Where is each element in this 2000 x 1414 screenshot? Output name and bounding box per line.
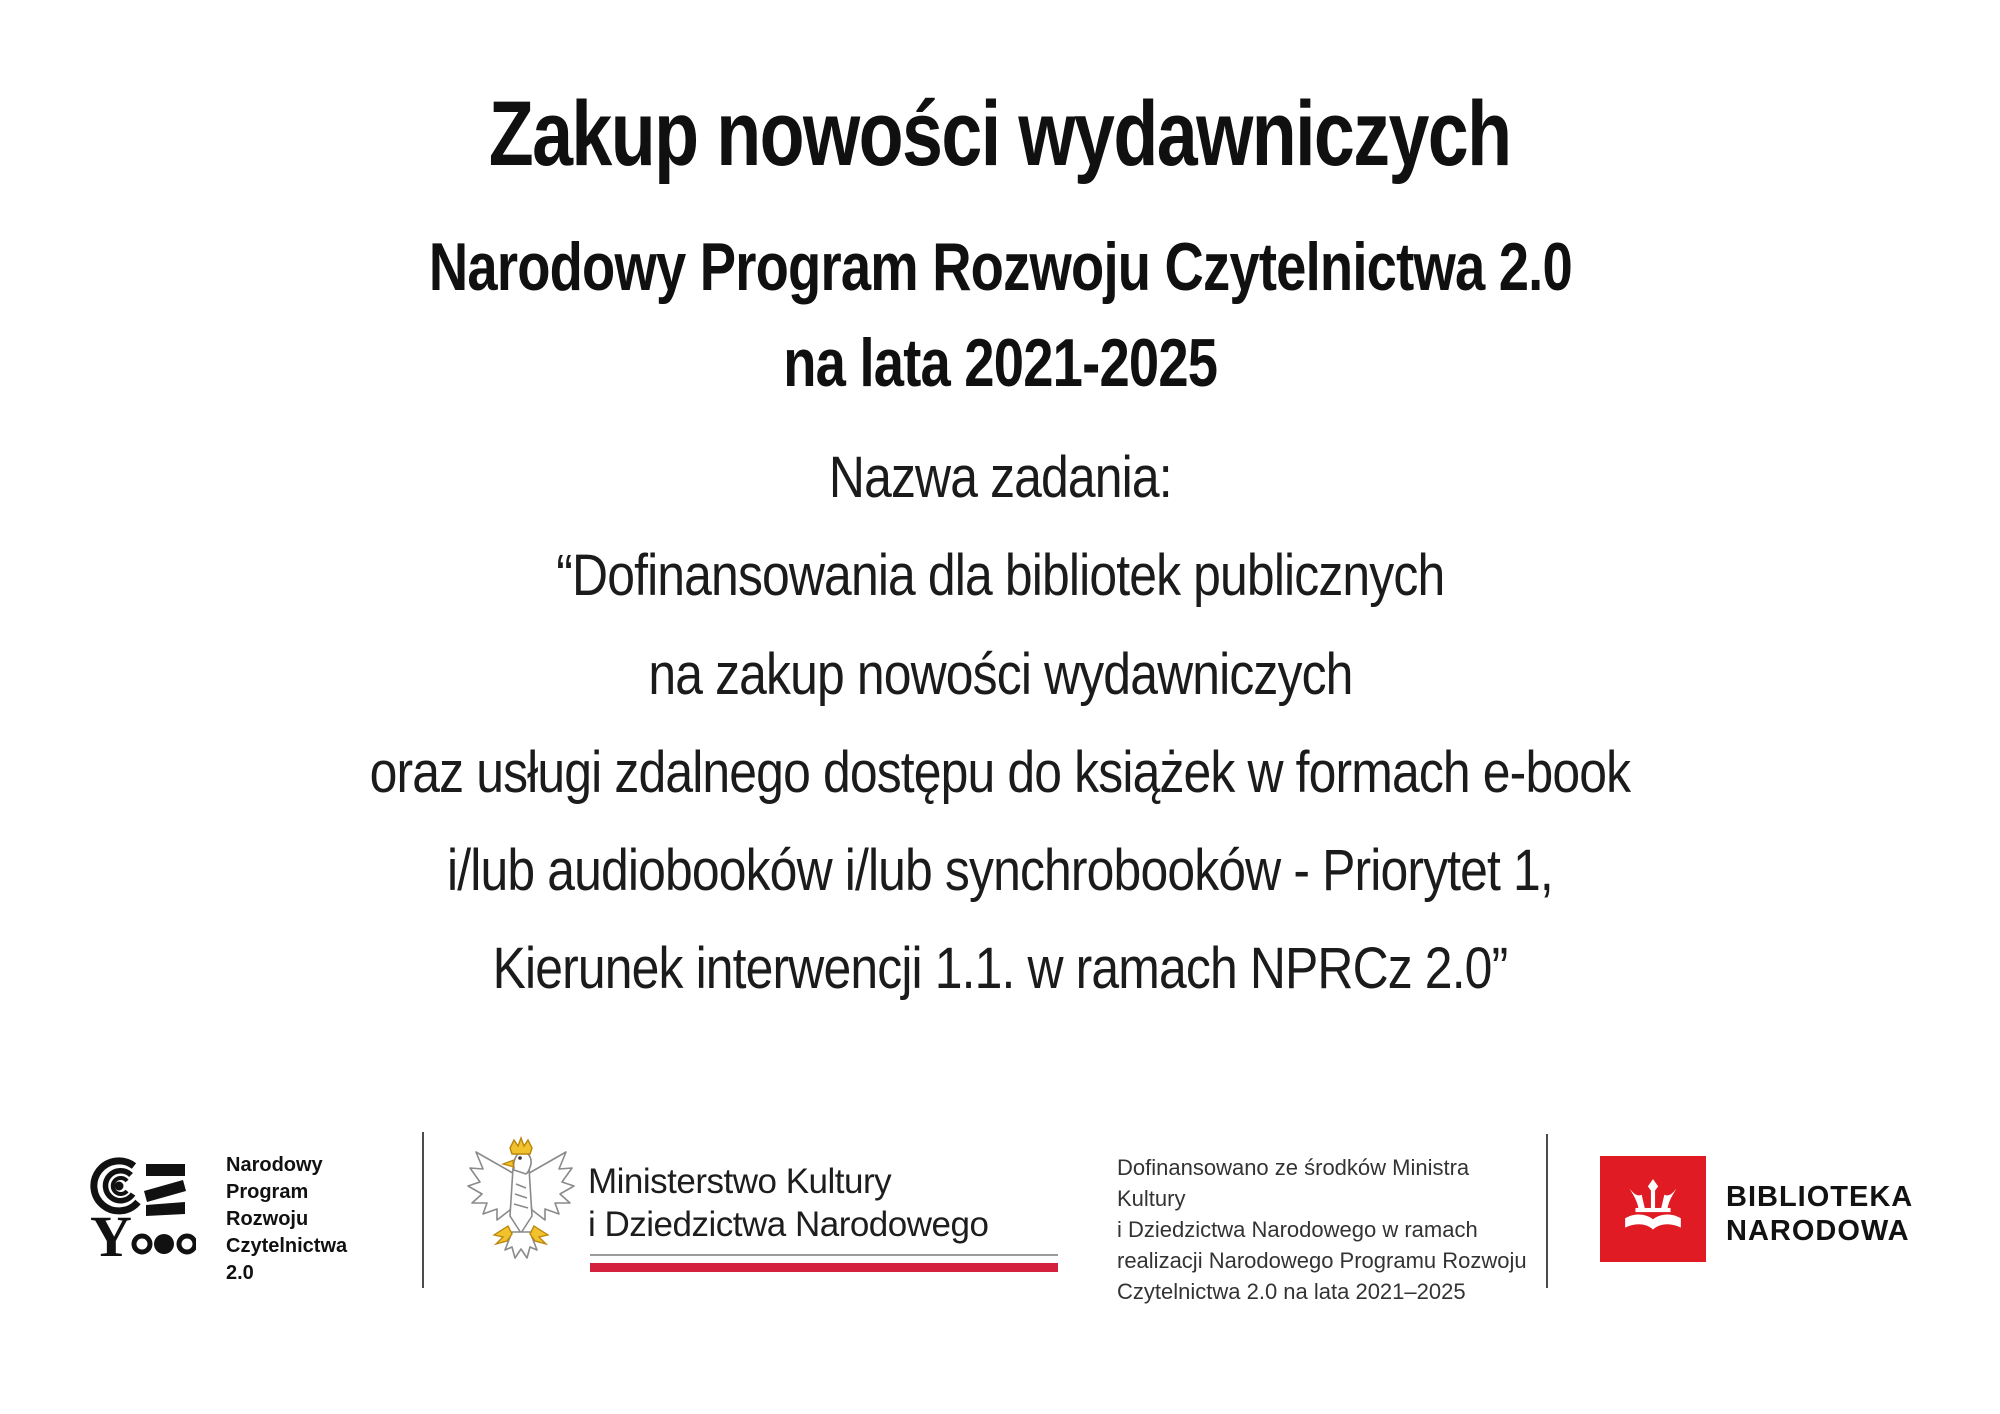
funding-line: i Dziedzictwa Narodowego w ramach xyxy=(1117,1217,1478,1242)
task-line-4: i/lub audiobooków i/lub synchrobooków - Priorytet 1, xyxy=(447,838,1553,903)
svg-text:Y: Y xyxy=(90,1204,132,1264)
task-line-2: na zakup nowości wydawniczych xyxy=(647,642,1353,707)
ministry-rule-red xyxy=(590,1263,1058,1272)
footer-divider-left xyxy=(422,1132,424,1288)
national-library-logo xyxy=(1600,1156,1706,1262)
nprcz-logo-text xyxy=(226,1152,347,1287)
poster-title xyxy=(0,83,2000,185)
task-line-3: oraz usługi zdalnego dostępu do książek w formach e-book xyxy=(369,740,1631,805)
funding-line: realizacji Narodowego Programu Rozwoju xyxy=(1117,1248,1527,1273)
bn-line-1: BIBLIOTEKA xyxy=(1726,1181,1914,1213)
czy-monogram-icon xyxy=(88,1156,196,1264)
national-library-text xyxy=(1726,1180,1913,1248)
ministry-logo-text xyxy=(588,1160,988,1246)
funding-line: Czytelnictwa 2.0 na lata 2021–2025 xyxy=(1117,1279,1466,1304)
ministry-line-1: Ministerstwo Kultury xyxy=(588,1162,892,1201)
ministry-line-2: i Dziedzictwa Narodowego xyxy=(588,1205,989,1244)
polish-eagle-icon xyxy=(466,1136,576,1276)
poster-title-text: Zakup nowości wydawniczych xyxy=(489,83,1511,185)
nprcz-line: Program xyxy=(226,1181,309,1203)
footer-divider-right xyxy=(1546,1134,1548,1288)
funding-line: Dofinansowano ze środków Ministra Kultury xyxy=(1117,1155,1470,1211)
task-line-5: Kierunek interwencji 1.1. w ramach NPRCz 2.0” xyxy=(492,936,1508,1001)
bn-line-2: NARODOWA xyxy=(1726,1215,1910,1247)
program-name-line: Narodowy Program Rozwoju Czytelnictwa 2.0 xyxy=(428,229,1572,305)
funding-note xyxy=(1117,1152,1527,1307)
nprcz-line: Narodowy xyxy=(226,1154,323,1176)
program-years-line: na lata 2021-2025 xyxy=(782,325,1217,401)
crown-book-icon xyxy=(1620,1176,1686,1242)
task-label: Nazwa zadania: xyxy=(828,445,1172,510)
nprcz-line: Rozwoju xyxy=(226,1208,309,1230)
nprcz-line: 2.0 xyxy=(226,1262,254,1284)
nprcz-line: Czytelnictwa xyxy=(226,1235,348,1257)
task-line-1: “Dofinansowania dla bibliotek publicznych xyxy=(555,543,1445,608)
ministry-rule-gray xyxy=(590,1254,1058,1256)
